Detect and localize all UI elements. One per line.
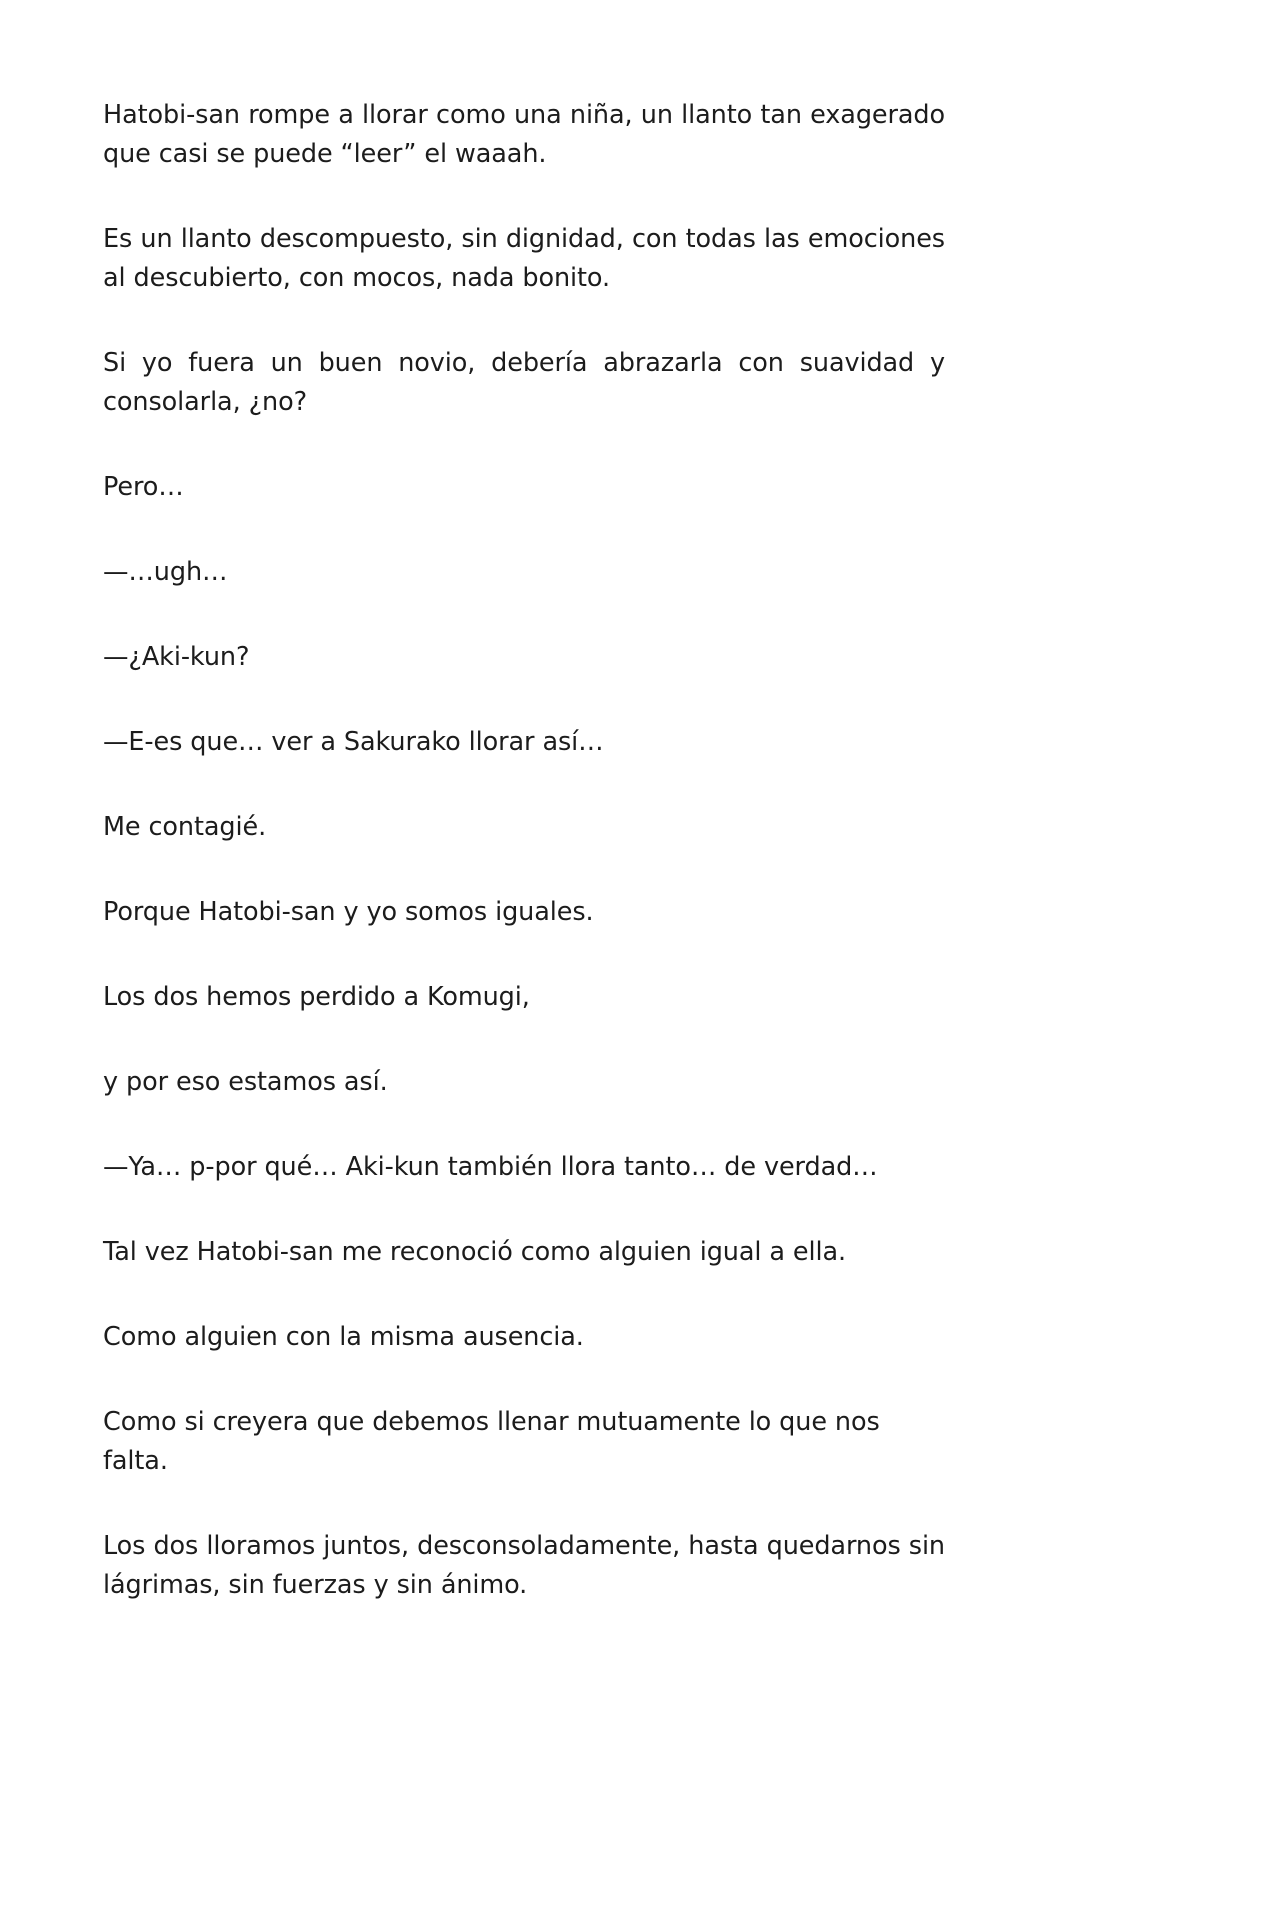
paragraph-1: Hatobi-san rompe a llorar como una niña, un llanto tan exagerado que casi se puede “leer” el waaah. — [103, 100, 945, 169]
paragraph-12: Los dos lloramos juntos, desconsoladamente, hasta quedarnos sin lágrimas, sin fuerzas y sin ánimo. — [103, 1531, 945, 1600]
paragraph-2: Es un llanto descompuesto, sin dignidad, con todas las emociones al descubierto, con mocos, nada bonito. — [103, 224, 945, 293]
dialogue-line-1: —…ugh… — [103, 557, 228, 587]
paragraph-9: Tal vez Hatobi-san me reconoció como alguien igual a ella. — [103, 1237, 846, 1267]
paragraph-4: Pero… — [103, 472, 184, 502]
dialogue-line-4: —Ya… p-por qué… Aki-kun también llora tanto… de verdad… — [103, 1152, 878, 1182]
dialogue-line-3: —E-es que… ver a Sakurako llorar así… — [103, 727, 604, 757]
paragraph-7: Los dos hemos perdido a Komugi, — [103, 982, 530, 1012]
paragraph-11: Como si creyera que debemos llenar mutuamente lo que nos falta. — [103, 1407, 880, 1476]
paragraph-8: y por eso estamos así. — [103, 1067, 388, 1097]
paragraph-10: Como alguien con la misma ausencia. — [103, 1322, 584, 1352]
paragraph-5: Me contagié. — [103, 812, 267, 842]
text-column — [103, 96, 945, 1605]
paragraph-6: Porque Hatobi-san y yo somos iguales. — [103, 897, 594, 927]
paragraph-3: Si yo fuera un buen novio, debería abrazarla con suavidad y consolarla, ¿no? — [103, 348, 945, 417]
dialogue-line-2: —¿Aki-kun? — [103, 642, 250, 672]
